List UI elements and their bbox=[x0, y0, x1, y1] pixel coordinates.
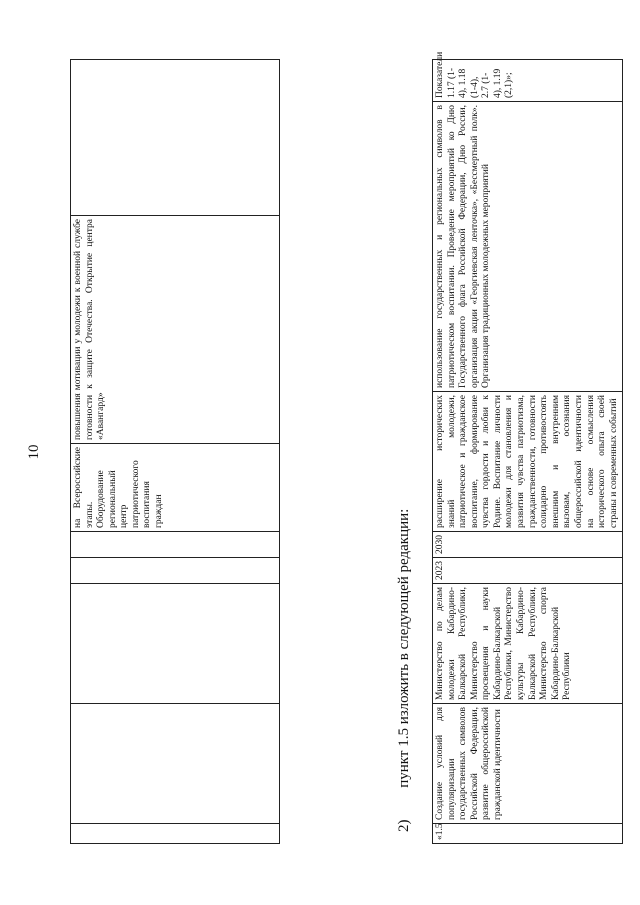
instruction-text: пункт 1.5 изложить в следующей редакции: bbox=[396, 508, 412, 788]
table-row bbox=[71, 60, 280, 844]
page-number: 10 bbox=[26, 444, 42, 460]
measure-content: использование государственных и региональных символов в патриотическом воспитании. Проведение мероприятий ко Дню Государственного флага Российской Федерации, Дню России, организация акции «Георгиевская ленточка», «Бессмертный полк». Организация традиционных молодежных мероприятий bbox=[433, 102, 623, 392]
measure-name: Создание условий для популяризации государственных символов Российской Федерации, развитие общероссийской гражданской идентичности bbox=[433, 704, 623, 824]
indicators: Показатели 1.17 (1-4), 1.18 (1-4), 2.7 (1-4), 1.19 (2,1)»; bbox=[433, 60, 623, 102]
table-cell-content: повышения мотивации у молодежи к военной службе готовности к защите Отечества. Открытие центра «Авангард» bbox=[71, 216, 280, 444]
table-cell bbox=[71, 704, 280, 824]
rotated-landscape-sheet bbox=[20, 42, 620, 862]
table-cell bbox=[71, 824, 280, 844]
amendment-instruction bbox=[396, 481, 413, 832]
end-year: 2030 bbox=[433, 532, 623, 558]
row-number: «1.5 bbox=[433, 824, 623, 844]
expected-result: расширение исторических знаний молодежи, патриотическое и гражданское воспитание, формирование чувства гордости и любви к Родине. Воспитание личности молодежи для становления и развития чувства патриотизма, гражданственности, готовности солидарно противостоять внешним и внутренним вызовам, осознания общероссийской идентичности на основе осмысления исторического опыта своей страны и современных событий bbox=[433, 392, 623, 532]
table-cell bbox=[71, 532, 280, 558]
table-cell-result: на Всероссийские этапы. Оборудование региональный центр патриотического воспитания граждан bbox=[71, 444, 280, 532]
table-cell bbox=[71, 60, 280, 216]
instruction-number: 2) bbox=[396, 819, 412, 832]
start-year: 2023 bbox=[433, 558, 623, 584]
table-cell bbox=[71, 584, 280, 704]
item-1-5-table bbox=[432, 51, 623, 844]
table-cell bbox=[71, 558, 280, 584]
executors: Министерство по делам молодежи Кабардино-Балкарской Республики, Министерство просвещения и науки Кабардино-Балкарской Республики, Министерство культуры Кабардино-Балкарской Республики, Министерство спорта Кабардино-Балкарской Республики bbox=[433, 584, 623, 704]
table-row bbox=[433, 60, 623, 844]
continuation-table bbox=[70, 59, 280, 844]
